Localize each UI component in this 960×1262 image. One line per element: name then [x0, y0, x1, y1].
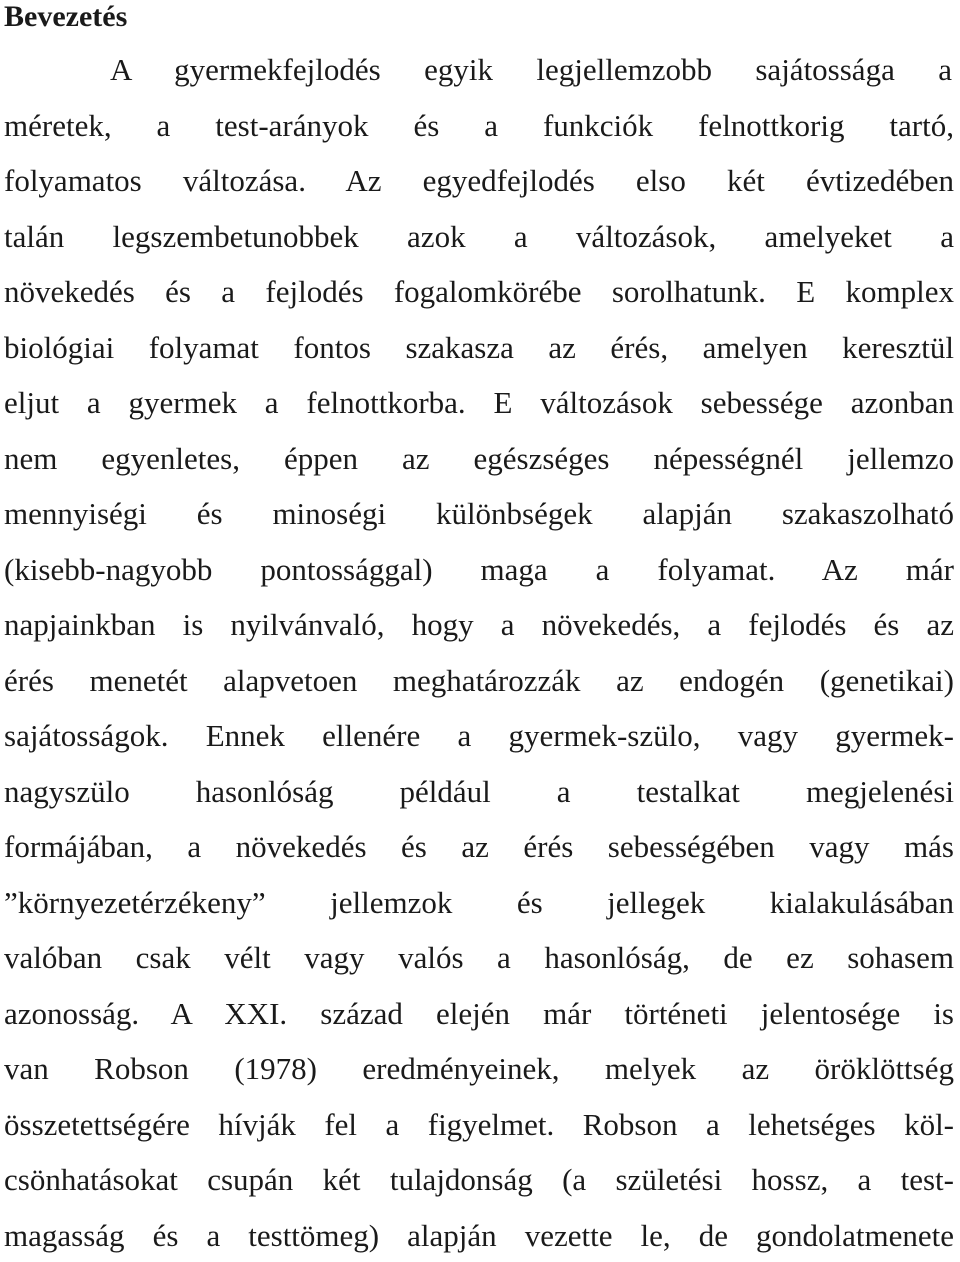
- body-text-line: összetettségére hívják fel a figyelmet. Robson a lehetséges köl-: [4, 1107, 954, 1142]
- body-text-line: ”környezetérzékeny” jellemzok és jellegek kialakulásában: [4, 885, 954, 920]
- body-text-line: A gyermekfejlodés egyik legjellemzobb sajátossága a: [110, 52, 952, 87]
- body-text-line: sajátosságok. Ennek ellenére a gyermek-szülo, vagy gyermek-: [4, 718, 954, 753]
- body-text-line: magasság és a testtömeg) alapján vezette le, de gondolatmenete: [4, 1218, 954, 1253]
- body-text-line: biológiai folyamat fontos szakasza az érés, amelyen keresztül: [4, 330, 954, 365]
- body-text-line: (kisebb-nagyobb pontossággal) maga a folyamat. Az már: [4, 552, 954, 587]
- body-text-line: nagyszülo hasonlóság például a testalkat megjelenési: [4, 774, 954, 809]
- body-text-line: érés menetét alapvetoen meghatározzák az endogén (genetikai): [4, 663, 954, 698]
- body-text-line: mennyiségi és minoségi különbségek alapján szakaszolható: [4, 496, 954, 531]
- body-text-line: formájában, a növekedés és az érés sebességében vagy más: [4, 829, 954, 864]
- body-text-line: eljut a gyermek a felnottkorba. E változások sebessége azonban: [4, 385, 954, 420]
- body-text-line: van Robson (1978) eredményeinek, melyek az öröklöttség: [4, 1051, 954, 1086]
- body-text-line: valóban csak vélt vagy valós a hasonlóság, de ez sohasem: [4, 940, 954, 975]
- body-text-line: azonosság. A XXI. század elején már történeti jelentosége is: [4, 996, 954, 1031]
- body-text-line: nem egyenletes, éppen az egészséges népességnél jellemzo: [4, 441, 954, 476]
- body-text-line: folyamatos változása. Az egyedfejlodés elso két évtizedében: [4, 163, 954, 198]
- body-text-line: napjainkban is nyilvánvaló, hogy a növekedés, a fejlodés és az: [4, 607, 954, 642]
- body-text-line: csönhatásokat csupán két tulajdonság (a születési hossz, a test-: [4, 1162, 954, 1197]
- body-text-line: növekedés és a fejlodés fogalomkörébe sorolhatunk. E komplex: [4, 274, 954, 309]
- section-heading: Bevezetés: [4, 0, 128, 33]
- body-text-line: talán legszembetunobbek azok a változások, amelyeket a: [4, 219, 954, 254]
- body-text-line: méretek, a test-arányok és a funkciók felnottkorig tartó,: [4, 108, 954, 143]
